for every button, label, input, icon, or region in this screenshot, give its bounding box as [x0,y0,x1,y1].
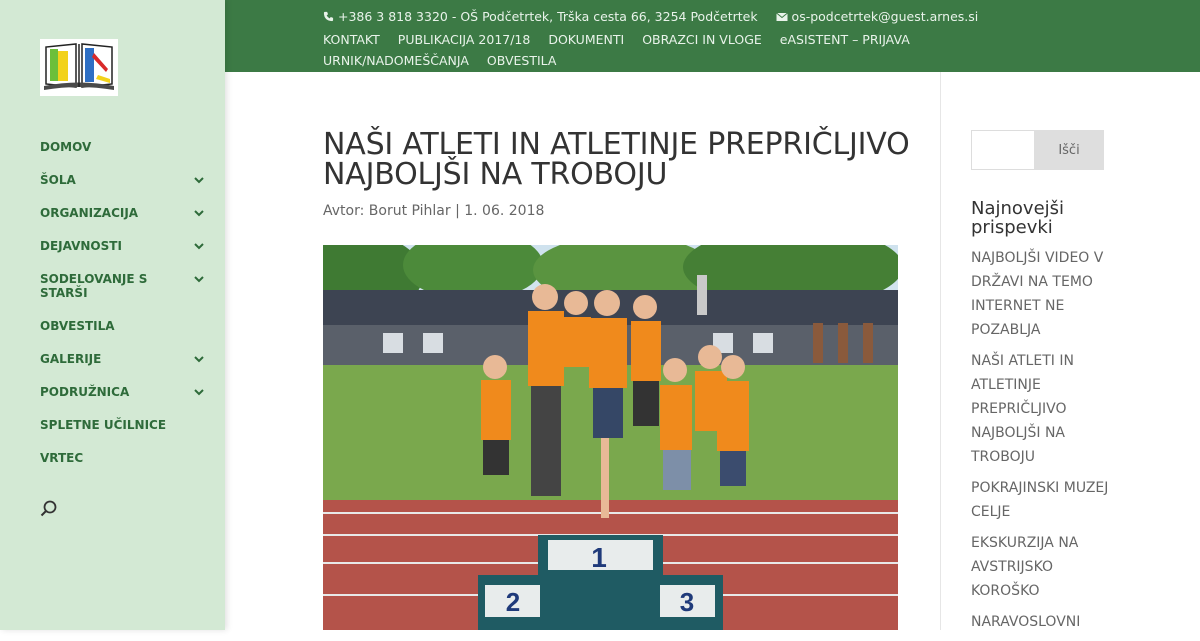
svg-text:1: 1 [591,542,607,573]
school-logo-image [40,39,118,96]
topnav-urnik[interactable]: URNIK/NADOMEŠČANJA [323,53,469,68]
contact-text: +386 3 818 3320 - OŠ Podčetrtek, Trška cesta 66, 3254 Podčetrtek [337,9,758,24]
content-divider [940,72,941,630]
svg-text:2: 2 [505,587,521,617]
topnav-dokumenti[interactable]: DOKUMENTI [548,32,625,47]
email-link[interactable]: os-podcetrtek@guest.arnes.si [791,9,979,24]
search-button[interactable]: Išči [1034,130,1104,170]
nav-item-obvestila[interactable] [40,319,210,333]
envelope-icon [776,12,788,22]
recent-post-link[interactable]: NAJBOLJŠI VIDEO V DRŽAVI NA TEMO INTERNET NE POZABLJA [971,250,1104,338]
recent-post-link[interactable]: NARAVOSLOVNI [971,614,1081,630]
athletes-photo [323,245,898,630]
recent-posts-title: Najnovejši prispevki [971,198,1065,238]
nav-item-label[interactable]: ORGANIZACIJA [40,206,139,220]
nav-item-dejavnosti[interactable] [40,239,210,253]
nav-item-label[interactable]: OBVESTILA [40,319,115,333]
left-sidebar [0,0,225,630]
chevron-down-icon[interactable] [192,385,206,399]
recent-post-link[interactable]: EKSKURZIJA NA AVSTRIJSKO KOROŠKO [971,535,1079,599]
nav-item-podruznica[interactable] [40,385,210,399]
sidebar-search [971,130,1104,170]
chevron-down-icon[interactable] [192,206,206,220]
main-navigation [40,140,210,484]
topnav-easistent[interactable]: eASISTENT – PRIJAVA [779,32,910,47]
chevron-down-icon[interactable] [192,352,206,366]
recent-post-link[interactable]: POKRAJINSKI MUZEJ CELJE [971,480,1109,520]
nav-item-label[interactable]: SPLETNE UČILNICE [40,418,167,432]
nav-item-label[interactable]: DEJAVNOSTI [40,239,122,253]
post-title: NAŠI ATLETI IN ATLETINJE PREPRIČLJIVO NAJBOLJŠI NA TROBOJU [323,127,910,192]
topnav-obrazci[interactable]: OBRAZCI IN VLOGE [642,32,762,47]
recent-post-link[interactable]: NAŠI ATLETI IN ATLETINJE PREPRIČLJIVO NAJBOLJŠI NA TROBOJU [971,353,1074,465]
nav-item-label[interactable]: PODRUŽNICA [40,385,130,399]
nav-item-sola[interactable] [40,173,210,187]
nav-item-galerije[interactable] [40,352,210,366]
recent-posts-list [971,246,1111,641]
nav-item-domov[interactable] [40,140,210,154]
nav-item-label[interactable]: VRTEC [40,451,84,465]
nav-item-label[interactable]: DOMOV [40,140,92,154]
topnav-obvestila[interactable]: OBVESTILA [486,53,557,68]
nav-item-label[interactable]: GALERIJE [40,352,102,366]
post-meta: Avtor: Borut Pihlar | 1. 06. 2018 [323,203,545,219]
topnav-publikacija[interactable]: PUBLIKACIJA 2017/18 [397,32,531,47]
nav-item-label[interactable]: ŠOLA [40,173,76,187]
nav-item-organizacija[interactable] [40,206,210,220]
post-featured-image[interactable] [323,245,898,630]
top-header-bar [225,0,1200,72]
nav-item-spletne-ucilnice[interactable] [40,418,210,432]
search-input[interactable] [971,130,1036,170]
top-navigation [323,29,1063,71]
phone-icon [323,11,334,22]
search-icon[interactable] [40,500,58,518]
nav-item-label[interactable]: SODELOVANJE S STARŠI [40,272,148,300]
contact-info [323,8,978,24]
nav-item-sodelovanje[interactable] [40,272,160,300]
chevron-down-icon[interactable] [192,173,206,187]
svg-text:3: 3 [679,587,695,617]
nav-item-vrtec[interactable] [40,451,210,465]
topnav-kontakt[interactable]: KONTAKT [323,32,380,47]
school-logo[interactable] [40,39,118,96]
chevron-down-icon[interactable] [192,272,206,286]
chevron-down-icon[interactable] [192,239,206,253]
